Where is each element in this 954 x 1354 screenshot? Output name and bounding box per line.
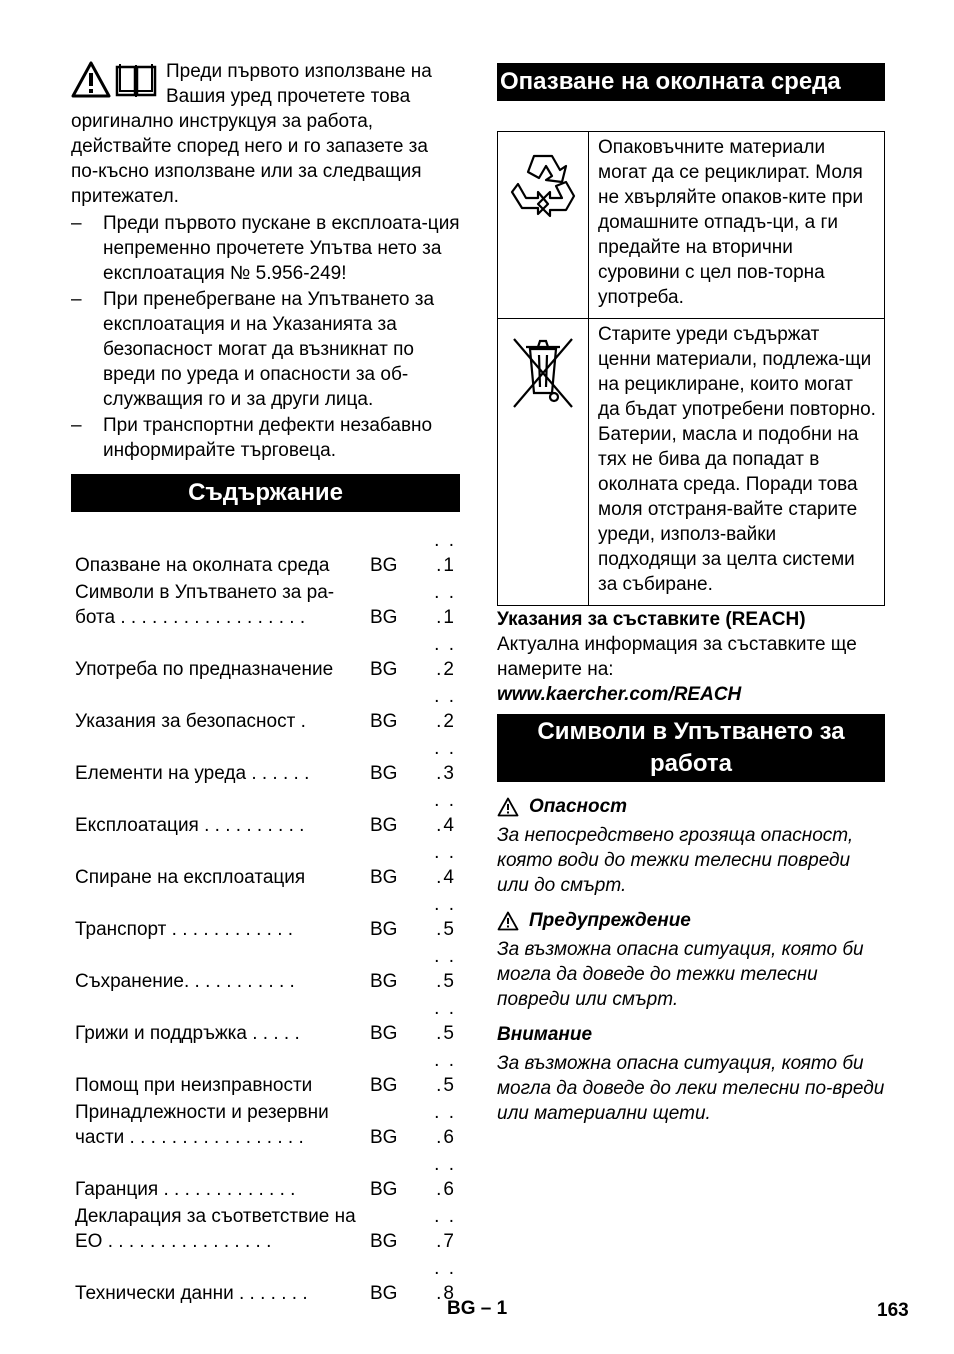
toc-page: . . .6 xyxy=(434,1102,456,1148)
environment-heading: Опазване на околната среда xyxy=(497,63,885,101)
toc-title: Елементи на уреда . . . . . . xyxy=(75,763,310,784)
footer-page-number: 163 xyxy=(877,1300,909,1321)
toc-lang: BG xyxy=(370,971,398,992)
toc-page: . . .5 xyxy=(434,1050,456,1096)
table-row xyxy=(498,132,885,319)
toc-row[interactable] xyxy=(71,1048,460,1098)
toc-page: . . .2 xyxy=(434,686,456,732)
toc-lang: BG xyxy=(370,867,398,888)
signal-description: За възможна опасна ситуация, която би могла да доведе до леки телесни по-вреди или материални щети. xyxy=(497,1053,885,1124)
bullet-dash: – xyxy=(71,415,82,436)
list-item xyxy=(71,413,460,463)
signal-word: Опасност xyxy=(529,796,628,817)
reach-title: Указания за съставките (REACH) xyxy=(497,609,806,630)
toc-title: Декларация за съответствие на ЕО . . . . . . . . . . . . . . . . xyxy=(75,1206,356,1252)
toc-row[interactable] xyxy=(71,736,460,786)
toc-title: Употреба по предназначение xyxy=(75,659,334,680)
caution-signal xyxy=(497,1022,885,1047)
toc-title: Спиране на експлоатация xyxy=(75,867,306,888)
signal-word: Предупреждение xyxy=(529,910,691,931)
toc-title: Транспорт . . . . . . . . . . . . xyxy=(75,919,294,940)
toc-row[interactable] xyxy=(71,996,460,1046)
toc-row[interactable] xyxy=(71,1204,460,1254)
toc-title: Грижи и поддръжка . . . . . xyxy=(75,1023,300,1044)
toc-row[interactable] xyxy=(71,580,460,630)
bullet-text: При пренебрегване на Упътването за експлоатация и на Указанията за безопасност могат да възникнат по вреди по уреда и опасности за об-служващия го и за други лица. xyxy=(103,289,435,410)
toc-page: . . .3 xyxy=(434,738,456,784)
toc-lang: BG xyxy=(370,711,398,732)
toc-row[interactable] xyxy=(71,684,460,734)
toc-row[interactable] xyxy=(71,1256,460,1306)
table-of-contents xyxy=(71,528,460,1306)
environment-text-cell: Старите уреди съдържат ценни материали, подлежа-щи на рециклиране, които могат да бъдат употребени повторно. Батерии, масла и подобни на тях не бива да попадат в околната среда. Поради това моля отстраня-вайте старите уреди, използ-вайки подходящи за целта системи за събиране. xyxy=(589,319,885,606)
intro-rest-text: оригинално инструкцуя за работа, действайте според него и го запазете за по-късно използване или за следващия притежател. xyxy=(71,111,428,207)
toc-lang: BG xyxy=(370,763,398,784)
manual-book-icon xyxy=(114,61,158,99)
symbols-heading: Символи в Упътването за работа xyxy=(497,714,885,782)
left-column xyxy=(71,59,460,1308)
footer-section-label: BG – 1 xyxy=(447,1298,508,1319)
reach-text: Актуална информация за съставките ще намерите на: xyxy=(497,634,857,680)
toc-title: Принадлежности и резервни части . . . . . . . . . . . . . . . . . xyxy=(75,1102,329,1148)
bullet-text: При транспортни дефекти незабавно информирайте търговеца. xyxy=(103,415,433,461)
environment-text-cell: Опаковъчните материали могат да се рециклират. Моля не хвърляйте опаков-ките при домашните отпадъ-ци, а ги предайте на вторични суровини с цел пов-торна употреба. xyxy=(589,132,885,319)
warning-triangle-icon xyxy=(497,911,519,931)
intro-header xyxy=(71,59,460,109)
toc-page: . . .1 xyxy=(434,530,456,576)
toc-row[interactable] xyxy=(71,528,460,578)
toc-page: . . .4 xyxy=(434,790,456,836)
danger-signal xyxy=(497,794,885,819)
crossed-bin-icon xyxy=(510,335,576,411)
toc-lang: BG xyxy=(370,1283,398,1304)
bullet-dash: – xyxy=(71,289,82,310)
toc-title: Технически данни . . . . . . . xyxy=(75,1283,308,1304)
environment-table xyxy=(497,131,885,606)
toc-row[interactable] xyxy=(71,944,460,994)
toc-page: . . .4 xyxy=(434,842,456,888)
toc-lang: BG xyxy=(370,1023,398,1044)
toc-lang: BG xyxy=(370,1179,398,1200)
toc-row[interactable] xyxy=(71,840,460,890)
right-column xyxy=(497,63,885,1126)
toc-row[interactable] xyxy=(71,1152,460,1202)
toc-lang: BG xyxy=(370,1075,398,1096)
contents-heading: Съдържание xyxy=(71,474,460,512)
toc-row[interactable] xyxy=(71,1100,460,1150)
toc-title: Помощ при неизправности xyxy=(75,1075,313,1096)
toc-lang: BG xyxy=(370,659,398,680)
intro-icons xyxy=(71,61,158,99)
signal-word: Внимание xyxy=(497,1024,593,1045)
toc-title: Опазване на околната среда xyxy=(75,555,330,576)
icon-cell xyxy=(498,132,589,319)
toc-page: . . .5 xyxy=(434,894,456,940)
table-row xyxy=(498,319,885,606)
reach-link[interactable]: www.kaercher.com/REACH xyxy=(497,684,742,705)
bullet-dash: – xyxy=(71,213,82,234)
toc-lang: BG xyxy=(370,1127,398,1148)
toc-lang: BG xyxy=(370,555,398,576)
warning-triangle-icon xyxy=(71,61,111,99)
toc-title: Символи в Упътването за ра- бота . . . . . . . . . . . . . . . . . . xyxy=(75,582,335,628)
toc-page: . . .7 xyxy=(434,1206,456,1252)
intro-lead-text: Преди първото използване на Вашия уред прочетете това xyxy=(166,61,432,107)
toc-page: . . .5 xyxy=(434,998,456,1044)
toc-row[interactable] xyxy=(71,788,460,838)
list-item xyxy=(71,287,460,412)
toc-title: Съхранение. . . . . . . . . . . xyxy=(75,971,295,992)
list-item xyxy=(71,211,460,286)
toc-page: . . .2 xyxy=(434,634,456,680)
toc-page: . . .8 xyxy=(434,1258,456,1304)
warning-triangle-icon xyxy=(497,797,519,817)
toc-page: . . .1 xyxy=(434,582,456,628)
toc-row[interactable] xyxy=(71,892,460,942)
toc-page: . . .6 xyxy=(434,1154,456,1200)
icon-cell xyxy=(498,319,589,606)
signal-description: За възможна опасна ситуация, която би могла да доведе до тежки телесни повреди или смърт. xyxy=(497,939,864,1010)
toc-lang: BG xyxy=(370,607,398,628)
toc-page: . . .5 xyxy=(434,946,456,992)
toc-lang: BG xyxy=(370,919,398,940)
bullet-text: Преди първото пускане в експлоата-ция непременно прочетете Упътва нето за експлоатация № 5.956-249! xyxy=(103,213,460,284)
toc-title: Експлоатация . . . . . . . . . . xyxy=(75,815,305,836)
signal-description: За непосредствено грозяща опасност, която води до тежки телесни повреди или до смърт. xyxy=(497,825,854,896)
toc-lang: BG xyxy=(370,1231,398,1252)
toc-title: Гаранция . . . . . . . . . . . . . xyxy=(75,1179,296,1200)
recycling-icon xyxy=(506,148,580,222)
warning-signal xyxy=(497,908,885,933)
toc-lang: BG xyxy=(370,815,398,836)
toc-title: Указания за безопасност . xyxy=(75,711,306,732)
intro-bullet-list xyxy=(71,211,460,463)
toc-row[interactable] xyxy=(71,632,460,682)
